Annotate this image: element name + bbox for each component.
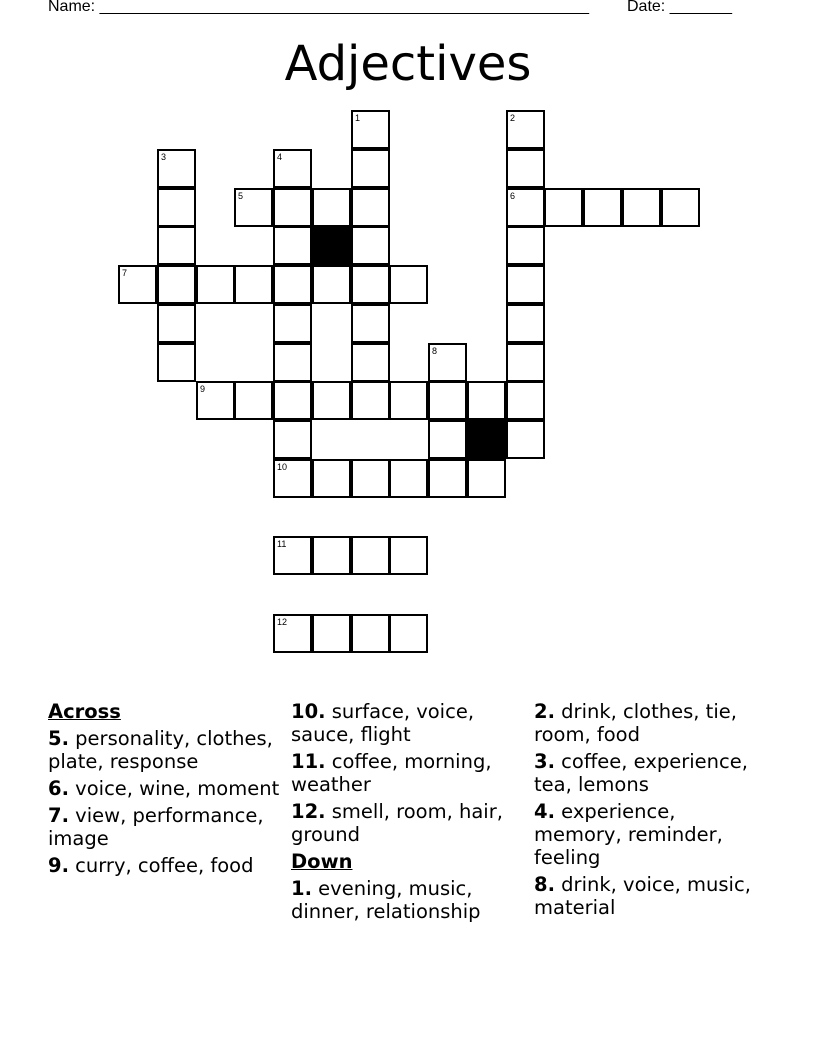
crossword-cell[interactable] (273, 420, 312, 459)
crossword-cell[interactable] (389, 265, 428, 304)
crossword-cell[interactable] (622, 188, 661, 227)
crossword-cell[interactable] (506, 381, 545, 420)
clue-number: 6 (510, 191, 516, 201)
clue-across-6: 6. voice, wine, moment (48, 777, 280, 800)
crossword-cell[interactable] (351, 343, 390, 382)
crossword-cell[interactable] (234, 381, 273, 420)
clue-across-12: 12. smell, room, hair, ground (291, 800, 503, 846)
clue-number: 12 (277, 617, 288, 627)
crossword-cell[interactable] (157, 188, 196, 227)
clue-number: 7 (122, 268, 128, 278)
crossword-cell[interactable] (157, 226, 196, 265)
crossword-cell[interactable] (312, 265, 351, 304)
clue-number: 2 (510, 113, 516, 123)
crossword-cell[interactable] (351, 265, 390, 304)
crossword-cell[interactable] (157, 265, 196, 304)
crossword-cell[interactable] (544, 188, 583, 227)
clue-down-3: 3. coffee, experience, tea, lemons (534, 750, 748, 796)
crossword-cell[interactable] (273, 459, 312, 498)
crossword-cell[interactable] (351, 381, 390, 420)
clue-across-10: 10. surface, voice, sauce, flight (291, 700, 475, 746)
clue-across-11: 11. coffee, morning, weather (291, 750, 492, 796)
crossword-cell[interactable] (351, 304, 390, 343)
crossword-block (467, 420, 506, 459)
crossword-cell[interactable] (351, 614, 390, 653)
crossword-cell[interactable] (273, 614, 312, 653)
crossword-cell[interactable] (273, 304, 312, 343)
crossword-cell[interactable] (467, 381, 506, 420)
crossword-cell[interactable] (506, 149, 545, 188)
crossword-cell[interactable] (118, 265, 157, 304)
crossword-cell[interactable] (506, 188, 545, 227)
crossword-cell[interactable] (157, 304, 196, 343)
clue-across-9: 9. curry, coffee, food (48, 854, 254, 877)
crossword-cell[interactable] (312, 381, 351, 420)
crossword-cell[interactable] (351, 149, 390, 188)
clue-across-7: 7. view, performance, image (48, 804, 264, 850)
clues-column-1 (48, 700, 283, 881)
crossword-cell[interactable] (583, 188, 622, 227)
clue-number: 9 (200, 384, 206, 394)
crossword-block (312, 226, 351, 265)
crossword-cell[interactable] (506, 226, 545, 265)
crossword-cell[interactable] (428, 343, 467, 382)
date-line: Date: _______ (627, 0, 732, 15)
crossword-cell[interactable] (506, 304, 545, 343)
crossword-cell[interactable] (506, 110, 545, 149)
clue-down-4: 4. experience, memory, reminder, feeling (534, 800, 723, 869)
down-heading: Down (291, 850, 353, 873)
crossword-cell[interactable] (273, 226, 312, 265)
crossword-cell[interactable] (351, 536, 390, 575)
crossword-cell[interactable] (506, 343, 545, 382)
crossword-cell[interactable] (273, 149, 312, 188)
crossword-cell[interactable] (661, 188, 700, 227)
crossword-cell[interactable] (273, 188, 312, 227)
crossword-cell[interactable] (351, 188, 390, 227)
crossword-cell[interactable] (389, 459, 428, 498)
crossword-cell[interactable] (157, 149, 196, 188)
crossword-cell[interactable] (157, 343, 196, 382)
crossword-cell[interactable] (428, 420, 467, 459)
crossword-cell[interactable] (273, 343, 312, 382)
clue-number: 8 (432, 346, 438, 356)
clue-number: 4 (277, 152, 283, 162)
crossword-cell[interactable] (273, 265, 312, 304)
crossword-cell[interactable] (351, 110, 390, 149)
across-heading: Across (48, 700, 121, 723)
crossword-cell[interactable] (273, 381, 312, 420)
crossword-cell[interactable] (196, 265, 235, 304)
crossword-cell[interactable] (389, 536, 428, 575)
clue-down-1: 1. evening, music, dinner, relationship (291, 877, 481, 923)
crossword-cell[interactable] (467, 459, 506, 498)
clue-down-8: 8. drink, voice, music, material (534, 873, 751, 919)
crossword-cell[interactable] (506, 265, 545, 304)
crossword-cell[interactable] (351, 459, 390, 498)
crossword-cell[interactable] (389, 614, 428, 653)
clue-number: 3 (161, 152, 167, 162)
crossword-cell[interactable] (389, 381, 428, 420)
crossword-cell[interactable] (196, 381, 235, 420)
crossword-cell[interactable] (312, 536, 351, 575)
clues-column-3 (534, 700, 769, 923)
crossword-cell[interactable] (312, 459, 351, 498)
crossword-cell[interactable] (351, 226, 390, 265)
crossword-cell[interactable] (506, 420, 545, 459)
clue-down-2: 2. drink, clothes, tie, room, food (534, 700, 737, 746)
clue-number: 1 (355, 113, 361, 123)
crossword-cell[interactable] (312, 614, 351, 653)
clues-column-2 (291, 700, 526, 927)
crossword-cell[interactable] (273, 536, 312, 575)
name-line: Name: _______________________________________________________ (48, 0, 589, 15)
clue-number: 10 (277, 462, 288, 472)
crossword-cell[interactable] (234, 188, 273, 227)
crossword-cell[interactable] (312, 188, 351, 227)
clue-number: 11 (277, 539, 287, 549)
clue-number: 5 (238, 191, 244, 201)
crossword-cell[interactable] (234, 265, 273, 304)
crossword-cell[interactable] (428, 381, 467, 420)
page-title: Adjectives (284, 36, 532, 92)
crossword-cell[interactable] (428, 459, 467, 498)
clue-across-5: 5. personality, clothes, plate, response (48, 727, 273, 773)
